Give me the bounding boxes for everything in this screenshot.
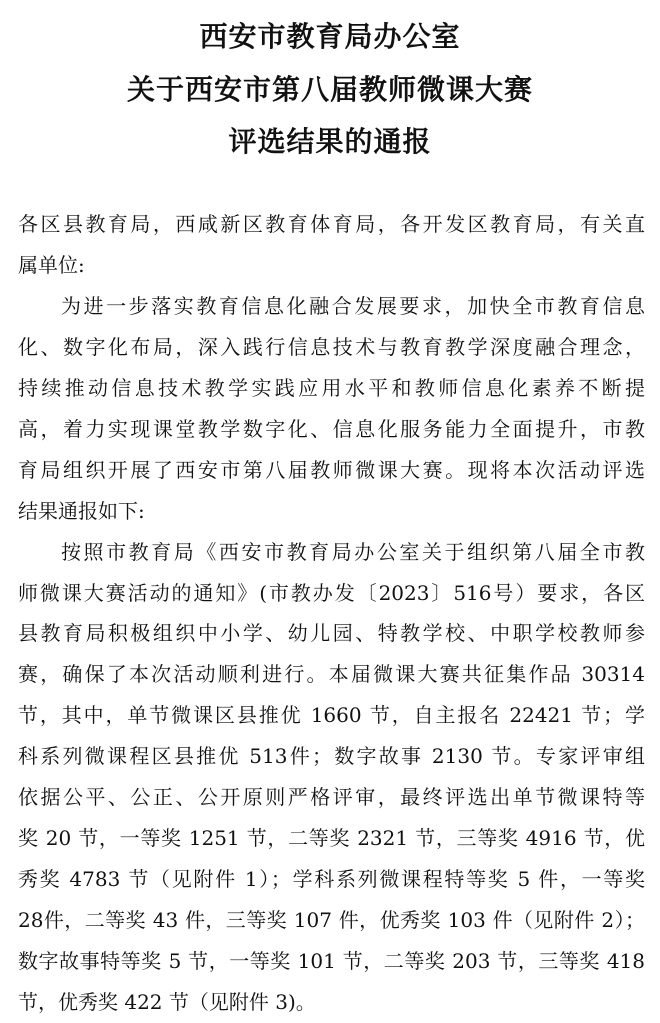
- paragraph-line: 赛，确保了本次活动顺利进行。本届微课大赛共征集作品 30314: [18, 662, 645, 687]
- paragraph-line: 育局组织开展了西安市第八届教师微课大赛。现将本次活动评选: [18, 457, 645, 482]
- salutation-line: 属单位:: [18, 252, 85, 277]
- salutation-line: 各区县教育局，西咸新区教育体育局，各开发区教育局，有关直: [18, 212, 645, 236]
- paragraph-line: 依据公平、公正、公开原则严格评审，最终评选出单节微课特等: [18, 785, 645, 810]
- paragraph-line: 按照市教育局《西安市教育局办公室关于组织第八届全市教: [61, 539, 645, 564]
- paragraph-line: 高，着力实现课堂教学数字化、信息化服务能力全面提升，市教: [18, 416, 645, 441]
- paragraph-line: 科系列微课程区县推优 513件；数字故事 2130 节。专家评审组: [18, 744, 645, 769]
- paragraph-line: 持续推动信息技术教学实践应用水平和教师信息化素养不断提: [18, 375, 645, 400]
- paragraph-line: 结果通报如下:: [18, 498, 145, 523]
- doc-title-line-1: 西安市教育局办公室: [199, 20, 461, 53]
- doc-title-line-2: 关于西安市第八届教师微课大赛: [126, 73, 533, 106]
- paragraph-line: 为进一步落实教育信息化融合发展要求，加快全市教育信息: [61, 293, 645, 318]
- paragraph-line: 数字故事特等奖 5 节，一等奖 101 节，二等奖 203 节，三等奖 418: [18, 949, 645, 974]
- paragraph-line: 县教育局积极组织中小学、幼儿园、特教学校、中职学校教师参: [18, 621, 645, 646]
- paragraph-line: 秀奖 4783 节（见附件 1）；学科系列微课程特等奖 5 件，一等奖: [18, 867, 645, 892]
- paragraph-line: 节，优秀奖 422 节（见附件 3)。: [18, 990, 316, 1014]
- paragraph-line: 奖 20 节，一等奖 1251 节，二等奖 2321 节，三等奖 4916 节，优: [18, 826, 645, 851]
- doc-title-line-3: 评选结果的通报: [228, 125, 432, 158]
- paragraph-line: 节，其中，单节微课区县推优 1660 节，自主报名 22421 节；学: [18, 703, 645, 728]
- paragraph-line: 师微课大赛活动的通知》(市教办发〔2023〕516号）要求，各区: [18, 580, 645, 605]
- paragraph-line: 28件，二等奖 43 件，三等奖 107 件，优秀奖 103 件（见附件 2）；: [18, 908, 645, 933]
- paragraph-line: 化、数字化布局，深入践行信息技术与教育教学深度融合理念，: [18, 334, 645, 359]
